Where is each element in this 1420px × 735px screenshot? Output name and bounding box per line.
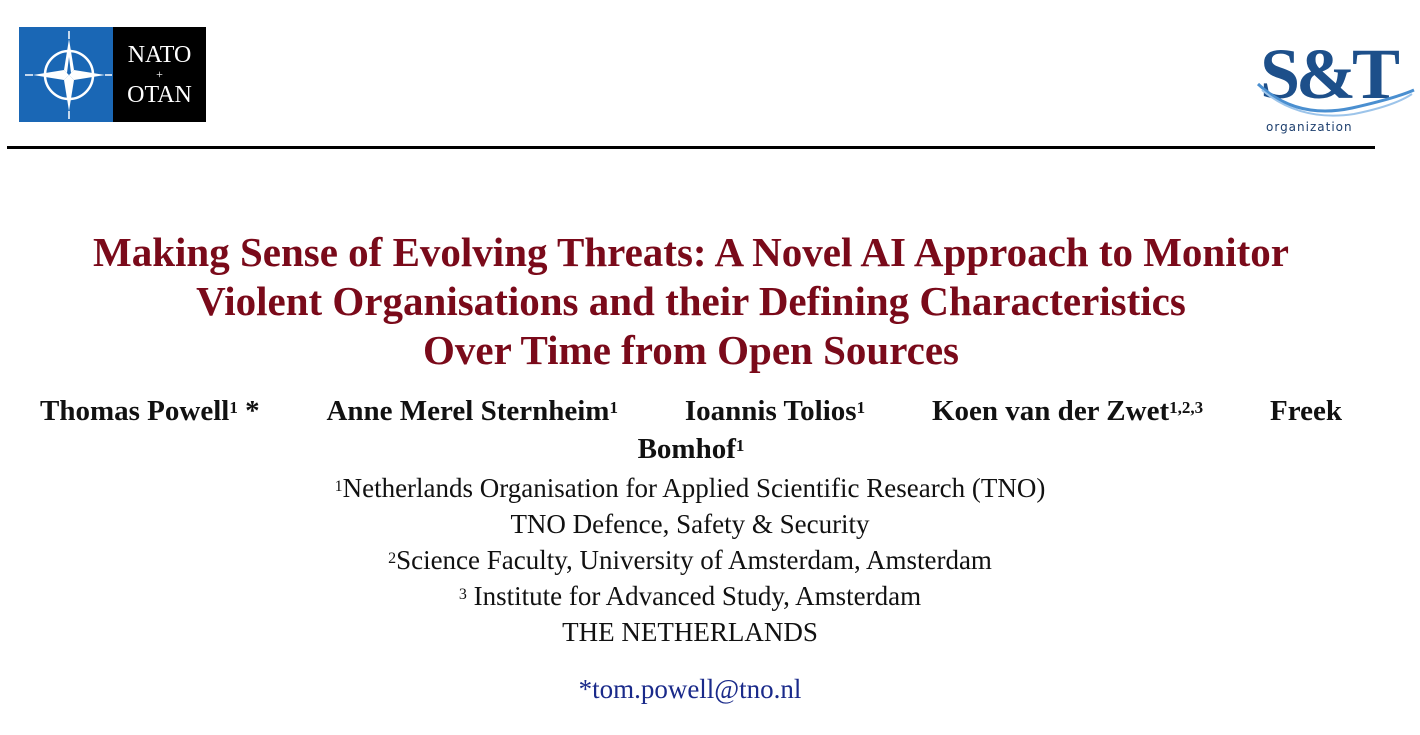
affiliation: $^2$Science Faculty, University of Amsterdam, Amsterdam [388, 545, 992, 575]
author-list [30, 392, 1352, 468]
st-logo-text: S&T [1260, 34, 1397, 114]
nato-otan-logo [19, 27, 206, 122]
title-line: Making Sense of Evolving Threats: A Novel AI Approach to Monitor [93, 229, 1289, 275]
nato-word: NATO [127, 41, 192, 68]
otan-word: OTAN [127, 81, 192, 108]
author: Ioannis Tolios$^1$ [684, 395, 866, 427]
author: Anne Merel Sternheim$^1$ [326, 395, 618, 427]
paper-title [40, 228, 1342, 375]
affiliation: $^1$Netherlands Organisation for Applied Scientific Research (TNO) [334, 473, 1046, 503]
affiliations [140, 470, 1240, 650]
corresponding-email[interactable]: *tom.powell@tno.nl [578, 674, 802, 704]
affiliation: TNO Defence, Safety & Security [510, 509, 870, 539]
affiliation: $^3$ Institute for Advanced Study, Amsterdam [458, 581, 922, 611]
affiliation-country: THE NETHERLANDS [562, 617, 818, 647]
author-wrap-line: Bomhof$^1$ [637, 433, 745, 465]
nato-divider: + [156, 66, 163, 81]
title-line: Over Time from Open Sources [422, 327, 960, 373]
author: Koen van der Zwet$^{1,2,3}$ [932, 395, 1204, 427]
nato-compass-icon [19, 27, 113, 122]
author: Thomas Powell$^1$ * [40, 395, 260, 427]
nato-wordmark [113, 27, 206, 122]
title-line: Violent Organisations and their Defining Characteristics [196, 278, 1186, 324]
header-divider [7, 146, 1375, 149]
author: Freek [1270, 395, 1342, 427]
st-caption: organization [1266, 120, 1353, 134]
